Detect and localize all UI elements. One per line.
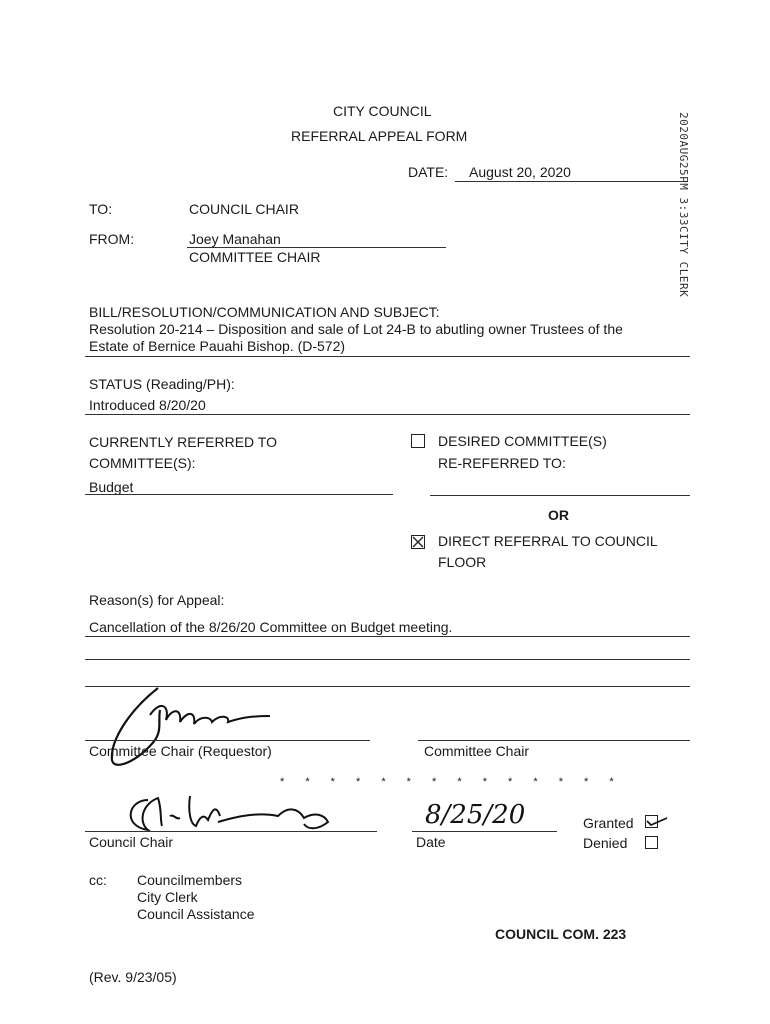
subject-rule [85, 356, 690, 357]
or-label: OR [548, 507, 569, 523]
rerefer-checkbox[interactable] [411, 434, 425, 448]
status-value: Introduced 8/20/20 [89, 397, 206, 413]
reason-value: Cancellation of the 8/26/20 Committee on Budget meeting. [89, 619, 453, 635]
denied-checkbox[interactable] [645, 836, 658, 849]
council-chair-sign-line [85, 831, 377, 832]
subject-label: BILL/RESOLUTION/COMMUNICATION AND SUBJECT: [89, 304, 440, 320]
cc-label: cc: [89, 872, 107, 888]
referred-label-1: CURRENTLY REFERRED TO [89, 434, 277, 450]
denied-label: Denied [583, 835, 628, 851]
direct-referral-checkbox[interactable] [411, 535, 425, 549]
revision-note: (Rev. 9/23/05) [89, 969, 177, 985]
date-value: August 20, 2020 [469, 164, 571, 180]
status-label: STATUS (Reading/PH): [89, 376, 235, 392]
direct-label-2: FLOOR [438, 554, 487, 570]
requestor-label: Committee Chair (Requestor) [89, 743, 272, 759]
from-name: Joey Manahan [189, 231, 281, 247]
separator-stars: * * * * * * * * * * * * * * [280, 776, 623, 788]
cc-item: City Clerk [137, 889, 198, 905]
from-label: FROM: [89, 231, 135, 247]
reason-label: Reason(s) for Appeal: [89, 592, 225, 608]
reason-rule-1 [85, 636, 690, 637]
status-rule [85, 414, 690, 415]
reason-rule-2 [85, 659, 690, 660]
requestor-sign-line [85, 740, 370, 741]
rerefer-rule [430, 495, 690, 496]
referred-label-2: COMMITTEE(S): [89, 455, 196, 471]
date-label: DATE: [408, 164, 449, 180]
granted-checkbox[interactable] [645, 815, 658, 828]
subject-line-1: Resolution 20-214 – Disposition and sale of Lot 24-B to abutling owner Trustees of the [89, 321, 623, 337]
to-value: COUNCIL CHAIR [189, 201, 299, 217]
checkbox-x-icon [411, 535, 425, 549]
check-mark-icon [645, 814, 669, 828]
direct-label-1: DIRECT REFERRAL TO COUNCIL [438, 533, 658, 549]
council-com-number: COUNCIL COM. 223 [495, 926, 627, 942]
committee-chair-sign-line [418, 740, 690, 741]
date-underline [455, 181, 688, 182]
date-sign-line [412, 831, 557, 832]
cc-item: Councilmembers [137, 872, 243, 888]
org-title: CITY COUNCIL [333, 103, 432, 119]
to-label: TO: [89, 201, 113, 217]
form-title: REFERRAL APPEAL FORM [291, 128, 468, 144]
cc-item: Council Assistance [137, 906, 255, 922]
received-stamp: 2020AUG25PM 3:33CITY CLERK [677, 112, 690, 298]
from-underline [187, 247, 446, 248]
committee-chair-label: Committee Chair [424, 743, 530, 759]
referred-rule [85, 494, 393, 495]
rerefer-label-1: DESIRED COMMITTEE(S) [438, 433, 607, 449]
signed-date: 8/25/20 [425, 800, 526, 830]
referred-value: Budget [89, 479, 134, 495]
granted-label: Granted [583, 815, 634, 831]
rerefer-label-2: RE-REFERRED TO: [438, 455, 566, 471]
council-chair-label: Council Chair [89, 834, 174, 850]
subject-line-2: Estate of Bernice Pauahi Bishop. (D-572) [89, 338, 346, 354]
date-label-bottom: Date [416, 834, 446, 850]
from-title: COMMITTEE CHAIR [189, 249, 321, 265]
